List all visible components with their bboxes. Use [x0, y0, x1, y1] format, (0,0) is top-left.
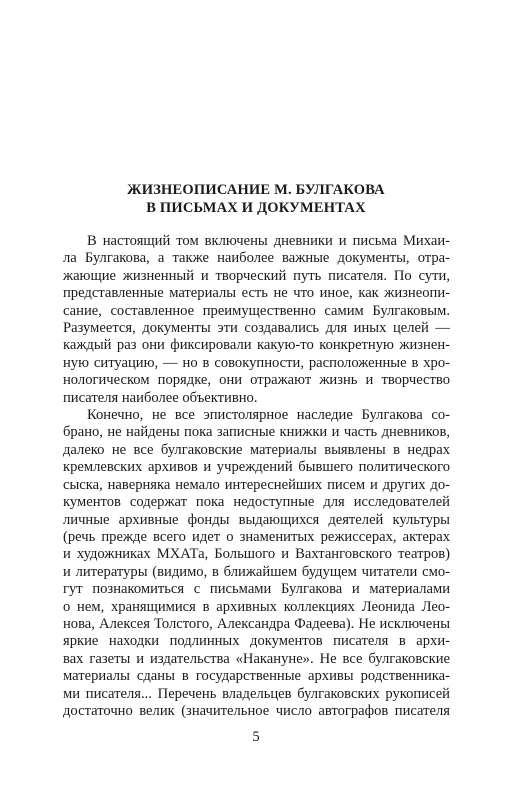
paragraph-1-line: жающие жизненный и творческий путь писателя. По сути, — [63, 268, 450, 284]
paragraph-2-line: достаточно велик (значительное число автографов писателя — [63, 703, 450, 719]
paragraph-2-line: о нем, хранящимися в архивных коллекциях Леонида Лео- — [63, 599, 450, 615]
paragraph-2-line: ми писателя... Перечень владельцев булгаковских рукописей — [63, 686, 450, 702]
paragraph-2-line: вах газеты и издательства «Накануне». Не все булгаковские — [63, 651, 450, 667]
paragraph-2-line: (речь прежде всего идет о знаменитых режиссерах, актерах — [63, 529, 450, 545]
paragraph-1-line: писателя наиболее объективно. — [63, 390, 258, 406]
paragraph-2-line: далеко не все булгаковские материалы выявлены в недрах — [63, 442, 450, 458]
paragraph-2-line: сыска, наверняка немало интереснейших писем и других до- — [63, 477, 450, 493]
paragraph-2-line: гут познакомиться с письмами Булгакова и материалами — [63, 581, 450, 597]
paragraph-1-line: ную ситуацию, — но в совокупности, расположенные в хро- — [63, 355, 450, 371]
paragraph-2-line: брано, не найдены пока записные книжки и часть дневников, — [63, 424, 450, 440]
paragraph-1-line: представленные материалы есть не что иное, как жизнеопи- — [63, 285, 450, 301]
paragraph-1-line: сание, составленное преимущественно самим Булгаковым. — [63, 303, 450, 319]
paragraph-1-line: В настоящий том включены дневники и письма Михаи- — [87, 233, 450, 249]
page-number: 5 — [252, 729, 260, 745]
page-title-line-2: В ПИСЬМАХ И ДОКУМЕНТАХ — [146, 200, 366, 216]
paragraph-1-line: нологическом порядке, они отражают жизнь и творчество — [63, 372, 450, 388]
paragraph-2-line: нова, Алексея Толстого, Александра Фадеева). Не исключены — [63, 616, 450, 632]
paragraph-2-line: личные архивные фонды выдающихся деятелей культуры — [63, 512, 450, 528]
paragraph-2-line: и литературы (видимо, в ближайшем будущем читатели смо- — [63, 564, 450, 580]
paragraph-2-line: яркие находки подлинных документов писателя в архи- — [63, 633, 450, 649]
paragraph-1-line: каждый раз они фиксировали какую-то конкретную жизнен- — [63, 337, 450, 353]
paragraph-1-line: ла Булгакова, а также наиболее важные документы, отра- — [63, 250, 450, 266]
page-title-line-1: ЖИЗНЕОПИСАНИЕ М. БУЛГАКОВА — [127, 182, 385, 198]
paragraph-1-line: Разумеется, документы эти создавались для иных целей — — [63, 320, 450, 336]
paragraph-2-line: материалы сданы в государственные архивы родственника- — [63, 668, 450, 684]
paragraph-2-line: кументов содержат пока недоступные для исследователей — [63, 494, 450, 510]
paragraph-2-line: и художниках МХАТа, Большого и Вахтанговского театров) — [63, 546, 450, 562]
paragraph-2-line: Конечно, не все эпистолярное наследие Булгакова со- — [87, 407, 450, 423]
paragraph-2-line: кремлевских архивов и учреждений бывшего политического — [63, 459, 450, 475]
